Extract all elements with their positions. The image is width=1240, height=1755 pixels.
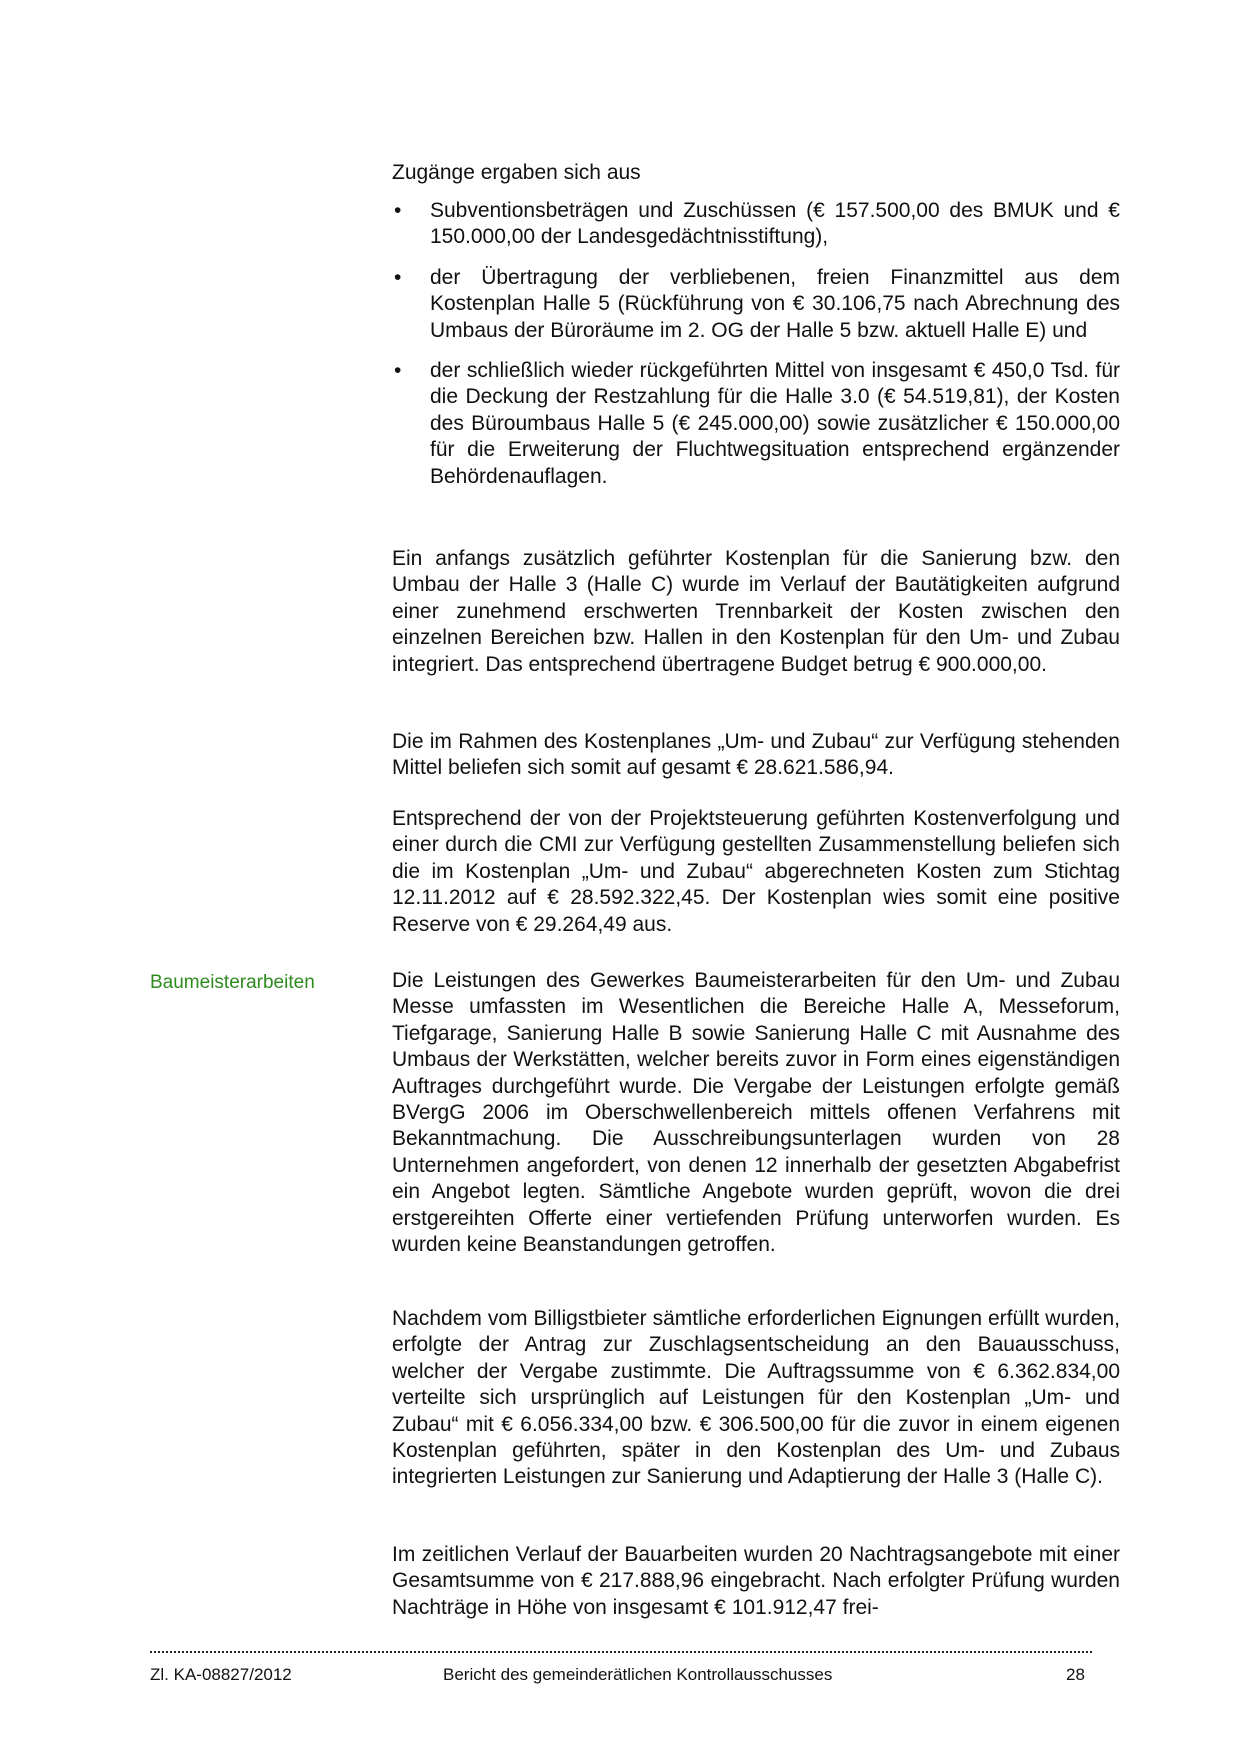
bullet-text: Subventionsbeträgen und Zuschüssen (€ 157.500,00 des BMUK und € 150.000,00 der Landesgedächtnisstiftung), [430, 199, 1120, 249]
bullet-text: der schließlich wieder rückgeführten Mittel von insgesamt € 450,0 Tsd. für die Deckung der Restzahlung für die Halle 3.0 (€ 54.519,81), der Kosten des Büroumbaus Halle 5 (€ 245.000,00) sowie zusätzlicher € 150.000,00 für die Erweiterung der Fluchtwegsituation entsprechend ergänzender Behördenauflagen. [430, 359, 1120, 488]
paragraph: Die im Rahmen des Kostenplanes „Um- und Zubau“ zur Verfügung stehenden Mittel beliefen sich somit auf gesamt € 28.621.586,94. [392, 730, 1120, 780]
intro-text: Zugänge ergaben sich aus [392, 161, 641, 184]
bullet-text: der Übertragung der verbliebenen, freien Finanzmittel aus dem Kostenplan Halle 5 (Rückführung von € 30.106,75 nach Abrechnung des Umbaus der Büroräume im 2. OG der Halle 5 bzw. aktuell Halle E) und [430, 265, 1120, 342]
bullet-list [392, 198, 1120, 504]
paragraph: Nachdem vom Billigstbieter sämtliche erforderlichen Eignungen erfüllt wurden, erfolgte der Antrag zur Zuschlagsentscheidung an den Bauausschuss, welcher der Vergabe zustimmte. Die Auftragssumme von € 6.362.834,00 verteilte sich ursprünglich auf Leistungen für den Kostenplan „Um- und Zubau“ mit € 6.056.334,00 bzw. € 306.500,00 für die zuvor in einem eigenen Kostenplan geführten, später in den Kostenplan des Um- und Zubaus integrierten Leistungen zur Sanierung und Adaptierung der Halle 3 (Halle C). [392, 1307, 1120, 1489]
bullet-icon: • [394, 265, 402, 289]
list-item [392, 358, 1120, 490]
list-item [392, 198, 1120, 251]
paragraph: Die Leistungen des Gewerkes Baumeisterarbeiten für den Um- und Zubau Messe umfassten im Wesentlichen die Bereiche Halle A, Messeforum, Tiefgarage, Sanierung Halle B sowie Sanierung Halle C mit Ausnahme des Umbaus der Werkstätten, welcher bereits zuvor in Form eines eigenständigen Auftrages durchgeführt wurde. Die Vergabe der Leistungen erfolgte gemäß BVergG 2006 im Oberschwellenbereich mittels offenen Verfahrens mit Bekanntmachung. Die Ausschreibungsunterlagen wurden von 28 Unternehmen angefordert, von denen 12 innerhalb der gesetzten Abgabefrist ein Angebot legten. Sämtliche Angebote wurden geprüft, wovon die drei erstgereihten Offerte einer vertiefenden Prüfung unterworfen wurden. Es wurden keine Beanstandungen getroffen. [392, 969, 1120, 1257]
footer-divider [150, 1651, 1092, 1653]
page-number: 28 [1066, 1665, 1085, 1684]
margin-note-baumeisterarbeiten: Baumeisterarbeiten [150, 972, 315, 993]
document-reference: Zl. KA-08827/2012 [150, 1665, 292, 1684]
report-title: Bericht des gemeinderätlichen Kontrollausschusses [443, 1665, 833, 1684]
paragraph: Im zeitlichen Verlauf der Bauarbeiten wurden 20 Nachtragsangebote mit einer Gesamtsumme von € 217.888,96 eingebracht. Nach erfolgter Prüfung wurden Nachträge in Höhe von insgesamt € 101.912,47 frei- [392, 1543, 1120, 1619]
list-item [392, 265, 1120, 344]
bullet-icon: • [394, 199, 402, 222]
bullet-icon: • [394, 359, 402, 383]
paragraph: Entsprechend der von der Projektsteuerung geführten Kostenverfolgung und einer durch die CMI zur Verfügung gestellten Zusammenstellung beliefen sich die im Kostenplan „Um- und Zubau“ abgerechneten Kosten zum Stichtag 12.11.2012 auf € 28.592.322,45. Der Kostenplan wies somit eine positive Reserve von € 29.264,49 aus. [392, 807, 1120, 936]
paragraph: Ein anfangs zusätzlich geführter Kostenplan für die Sanierung bzw. den Umbau der Halle 3 (Halle C) wurde im Verlauf der Bautätigkeiten aufgrund einer zunehmend erschwerten Trennbarkeit der Kosten zwischen den einzelnen Bereichen bzw. Hallen in den Kostenplan für den Um- und Zubau integriert. Das entsprechend übertragene Budget betrug € 900.000,00. [392, 547, 1120, 676]
